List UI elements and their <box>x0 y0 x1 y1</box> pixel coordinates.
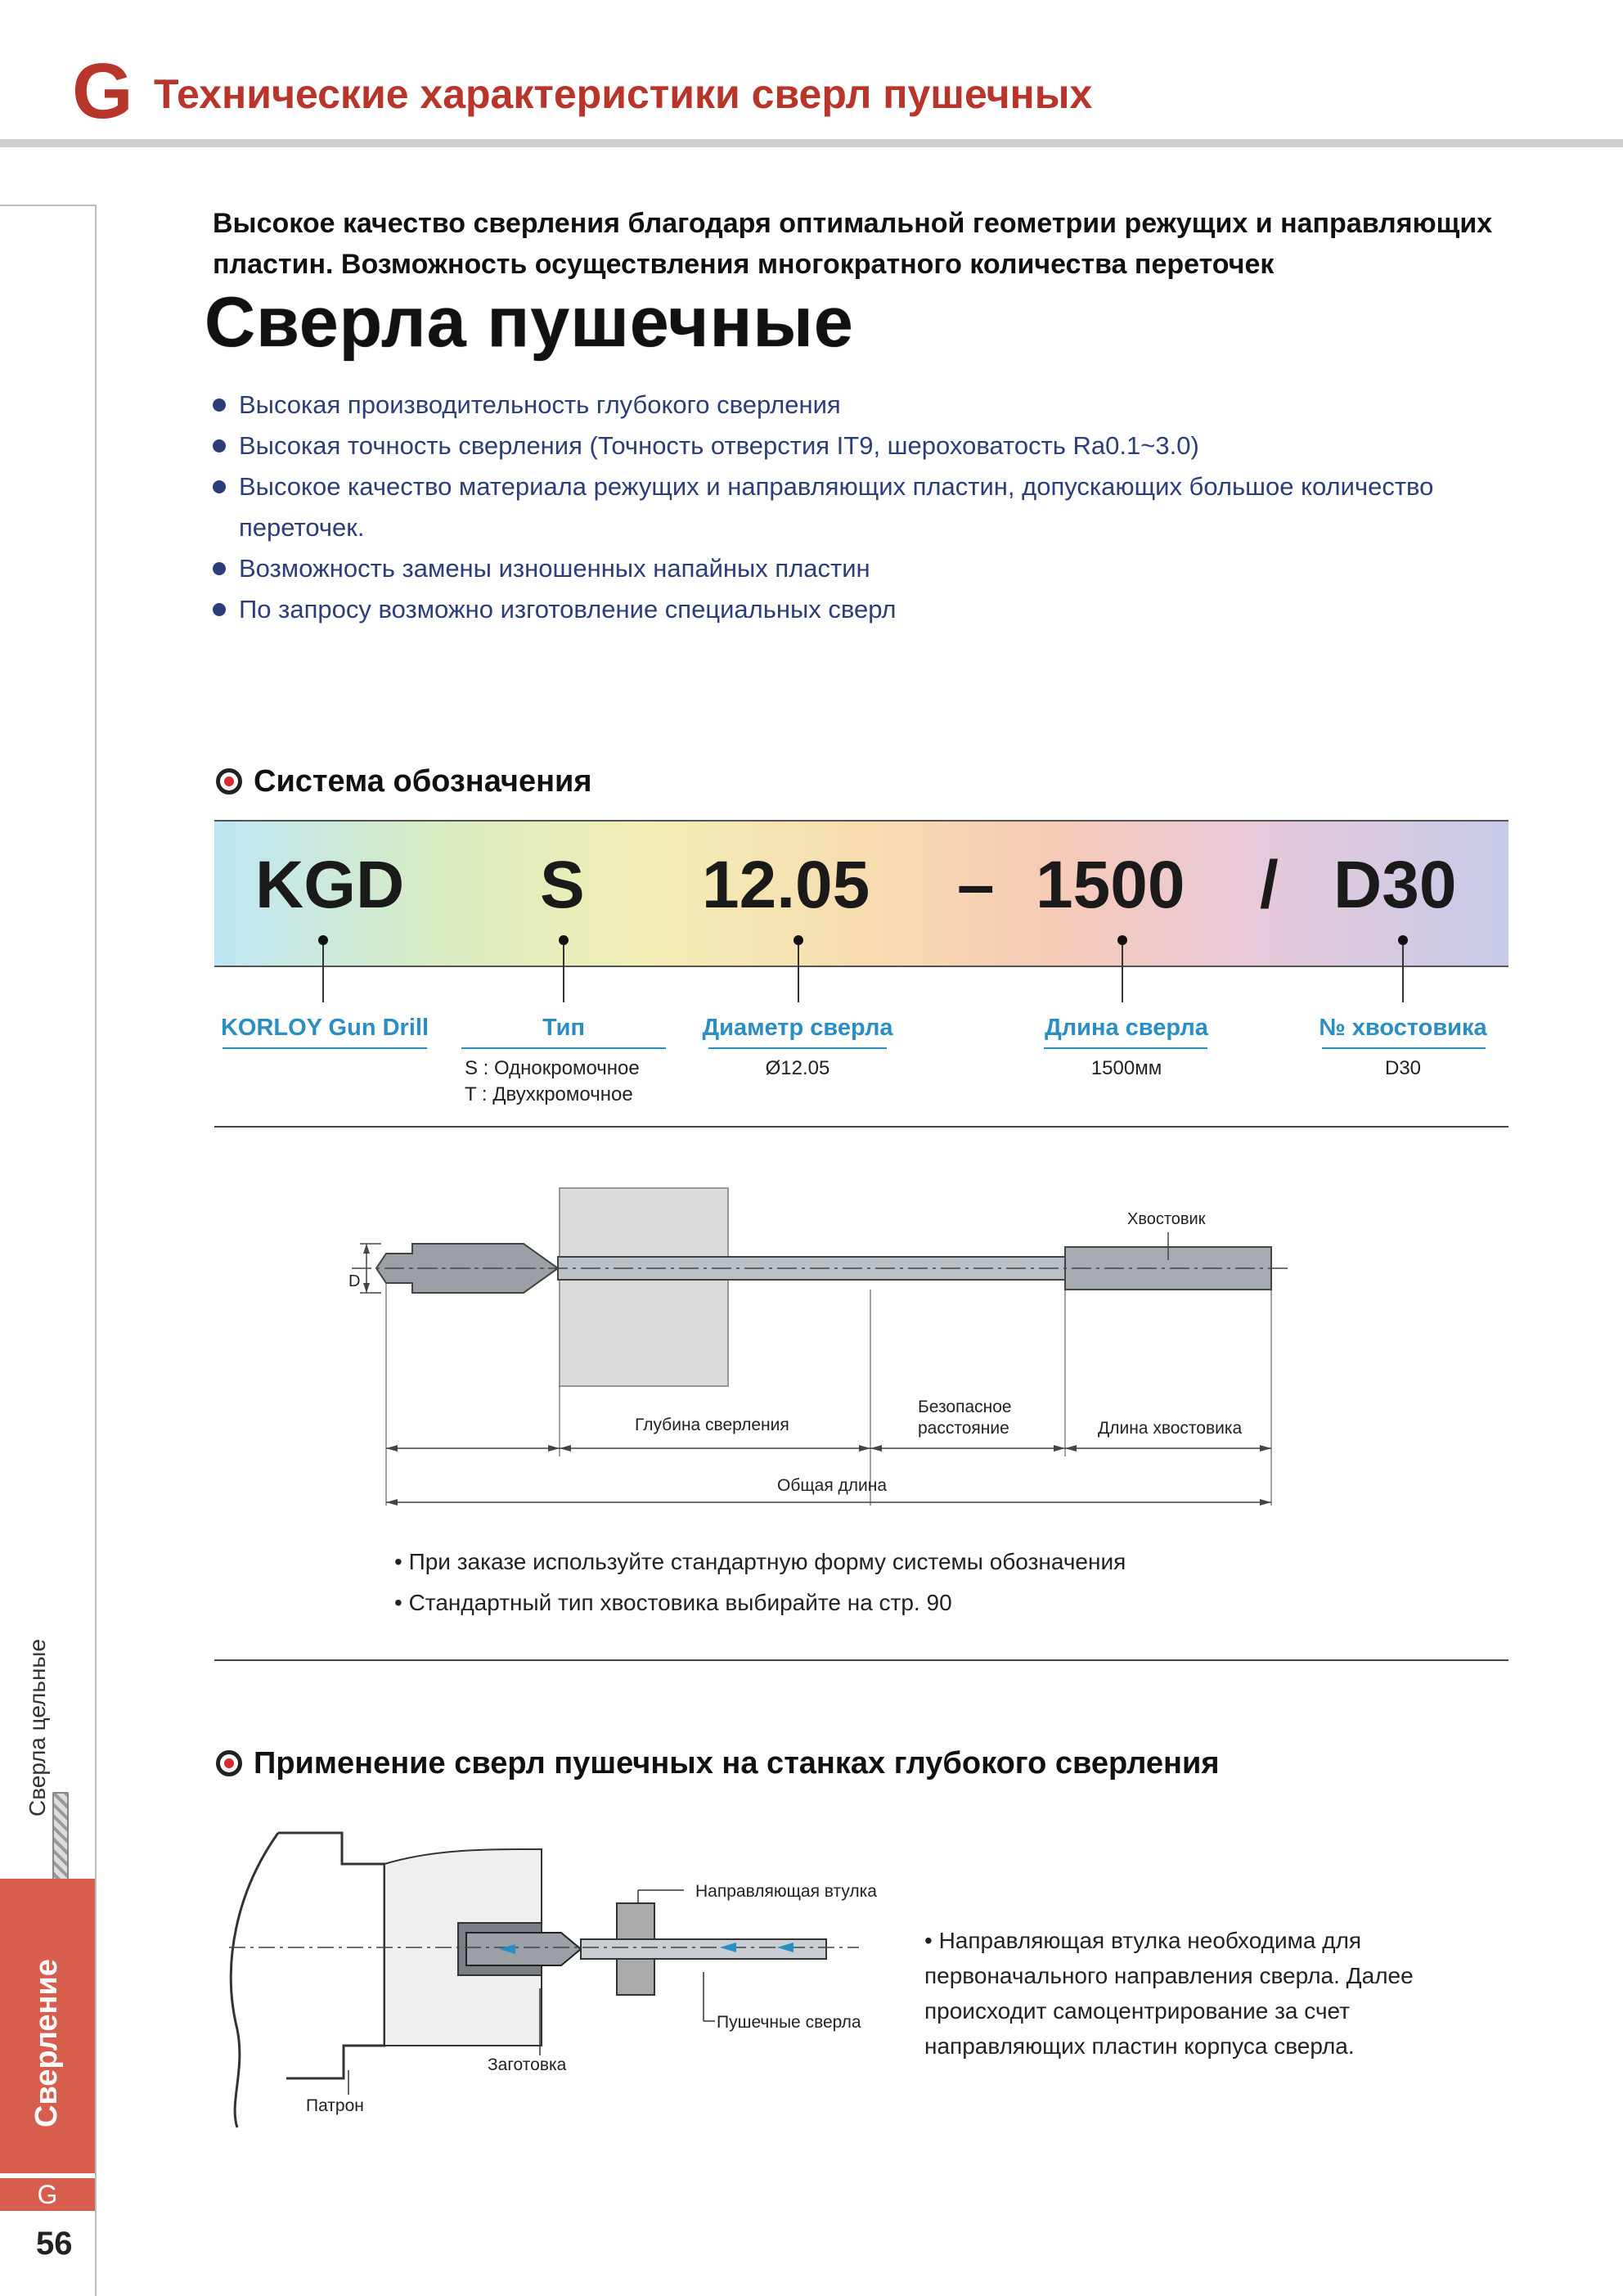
page-title: Технические характеристики сверл пушечных <box>154 71 1093 117</box>
total-length-label: Общая длина <box>777 1476 888 1495</box>
diameter-label: D <box>348 1272 361 1290</box>
code-length: 1500 <box>1036 848 1185 922</box>
feature-list <box>213 385 1440 630</box>
deep-drilling-application-diagram <box>221 1825 924 2136</box>
pointer-dot <box>794 935 803 945</box>
label-brand: KORLOY Gun Drill <box>220 1015 429 1041</box>
sidebar-rule <box>95 205 97 2296</box>
section-divider <box>214 1659 1508 1661</box>
sidebar-top-rule <box>0 205 97 206</box>
target-icon <box>216 1750 242 1776</box>
code-type: S <box>540 848 585 922</box>
drill-label: Пушечные сверла <box>717 2013 861 2032</box>
sidebar-category: Сверла цельные <box>25 1638 50 1817</box>
list-item: Высокая точность сверления (Точность отверстия IT9, шероховатость Ra0.1~3.0) <box>213 425 1440 466</box>
pointer-line <box>322 945 324 1002</box>
list-item: Высокое качество материала режущих и направляющих пластин, допускающих большое количество переточек. <box>213 466 1440 548</box>
code-dash: – <box>957 848 995 922</box>
value-length: 1500мм <box>1090 1057 1162 1079</box>
pointer-dot <box>559 935 569 945</box>
bullet-icon <box>213 562 226 575</box>
gun-drill-dimension-diagram <box>327 1178 1309 1522</box>
pointer-line <box>1402 945 1404 1002</box>
code-shank: D30 <box>1333 848 1457 922</box>
note-item: • При заказе используйте стандартную форму системы обозначения <box>394 1549 1126 1574</box>
code-series: KGD <box>255 848 405 922</box>
code-diameter: 12.05 <box>702 848 870 922</box>
section-divider <box>214 1126 1508 1128</box>
section-heading-application: Применение сверл пушечных на станках глубокого сверления <box>216 1746 1220 1781</box>
shank-label: Хвостовик <box>1127 1210 1206 1228</box>
list-item: По запросу возможно изготовление специальных сверл <box>213 589 1440 630</box>
bullet-icon <box>213 603 226 616</box>
section-heading-designation: Система обозначения <box>216 764 592 799</box>
chuck-label: Патрон <box>306 2096 364 2115</box>
depth-label: Глубина сверления <box>635 1416 789 1434</box>
code-slash: / <box>1260 848 1279 922</box>
pointer-line <box>1122 945 1123 1002</box>
value-diameter: Ø12.05 <box>765 1057 830 1079</box>
safe-distance-label-1: Безопасное <box>918 1398 1012 1416</box>
label-type: Тип <box>542 1015 585 1041</box>
list-item: Возможность замены изношенных напайных пластин <box>213 548 1440 589</box>
safe-distance-label-2: расстояние <box>918 1419 1009 1438</box>
value-shank: D30 <box>1384 1057 1422 1079</box>
order-notes <box>394 1542 1126 1623</box>
guide-bushing <box>617 1903 654 1939</box>
drill-body <box>466 1933 581 1965</box>
intro-text: Высокое качество сверления благодаря оптимальной геометрии режущих и направляющих пластин. Возможность осуществления многократного количества переточек <box>213 208 1493 280</box>
bullet-icon <box>213 480 226 493</box>
label-underline <box>1322 1047 1486 1049</box>
label-diameter: Диаметр сверла <box>702 1015 893 1041</box>
note-item: • Стандартный тип хвостовика выбирайте на стр. 90 <box>394 1590 952 1615</box>
pointer-dot <box>318 935 328 945</box>
pointer-line <box>563 945 564 1002</box>
target-icon <box>216 768 242 795</box>
pointer-dot <box>1117 935 1127 945</box>
workpiece-block <box>560 1188 728 1386</box>
product-title: Сверла пушечные <box>205 283 854 362</box>
label-underline <box>223 1047 427 1049</box>
sidebar-section-label: Сверление <box>29 1959 64 2127</box>
page-number: 56 <box>36 2226 73 2262</box>
chapter-letter: G <box>72 47 133 135</box>
shank-length-label: Длина хвостовика <box>1098 1419 1243 1438</box>
value-type-t: T : Двухкромочное <box>465 1083 633 1105</box>
bullet-icon <box>213 439 226 452</box>
chuck-outline <box>231 1833 278 2127</box>
pointer-dot <box>1398 935 1408 945</box>
label-underline <box>708 1047 887 1049</box>
pointer-line <box>798 945 799 1002</box>
drill-icon <box>52 1792 69 1885</box>
header-divider <box>0 139 1623 147</box>
label-underline <box>461 1047 666 1049</box>
application-note: • Направляющая втулка необходима для первоначального направления сверла. Далее происходит самоцентрирование за счет направляющих пластин корпуса сверла. <box>924 1928 1414 2059</box>
value-type-s: S : Однокромочное <box>465 1057 640 1079</box>
list-item: Высокая производительность глубокого сверления <box>213 385 1440 425</box>
label-length: Длина сверла <box>1045 1015 1208 1041</box>
workpiece-label: Заготовка <box>488 2055 567 2074</box>
bullet-icon <box>213 398 226 412</box>
sidebar-letter: G <box>0 2178 95 2211</box>
label-shank: № хвостовика <box>1319 1015 1487 1041</box>
bushing-label: Направляющая втулка <box>695 1882 877 1901</box>
label-underline <box>1044 1047 1207 1049</box>
